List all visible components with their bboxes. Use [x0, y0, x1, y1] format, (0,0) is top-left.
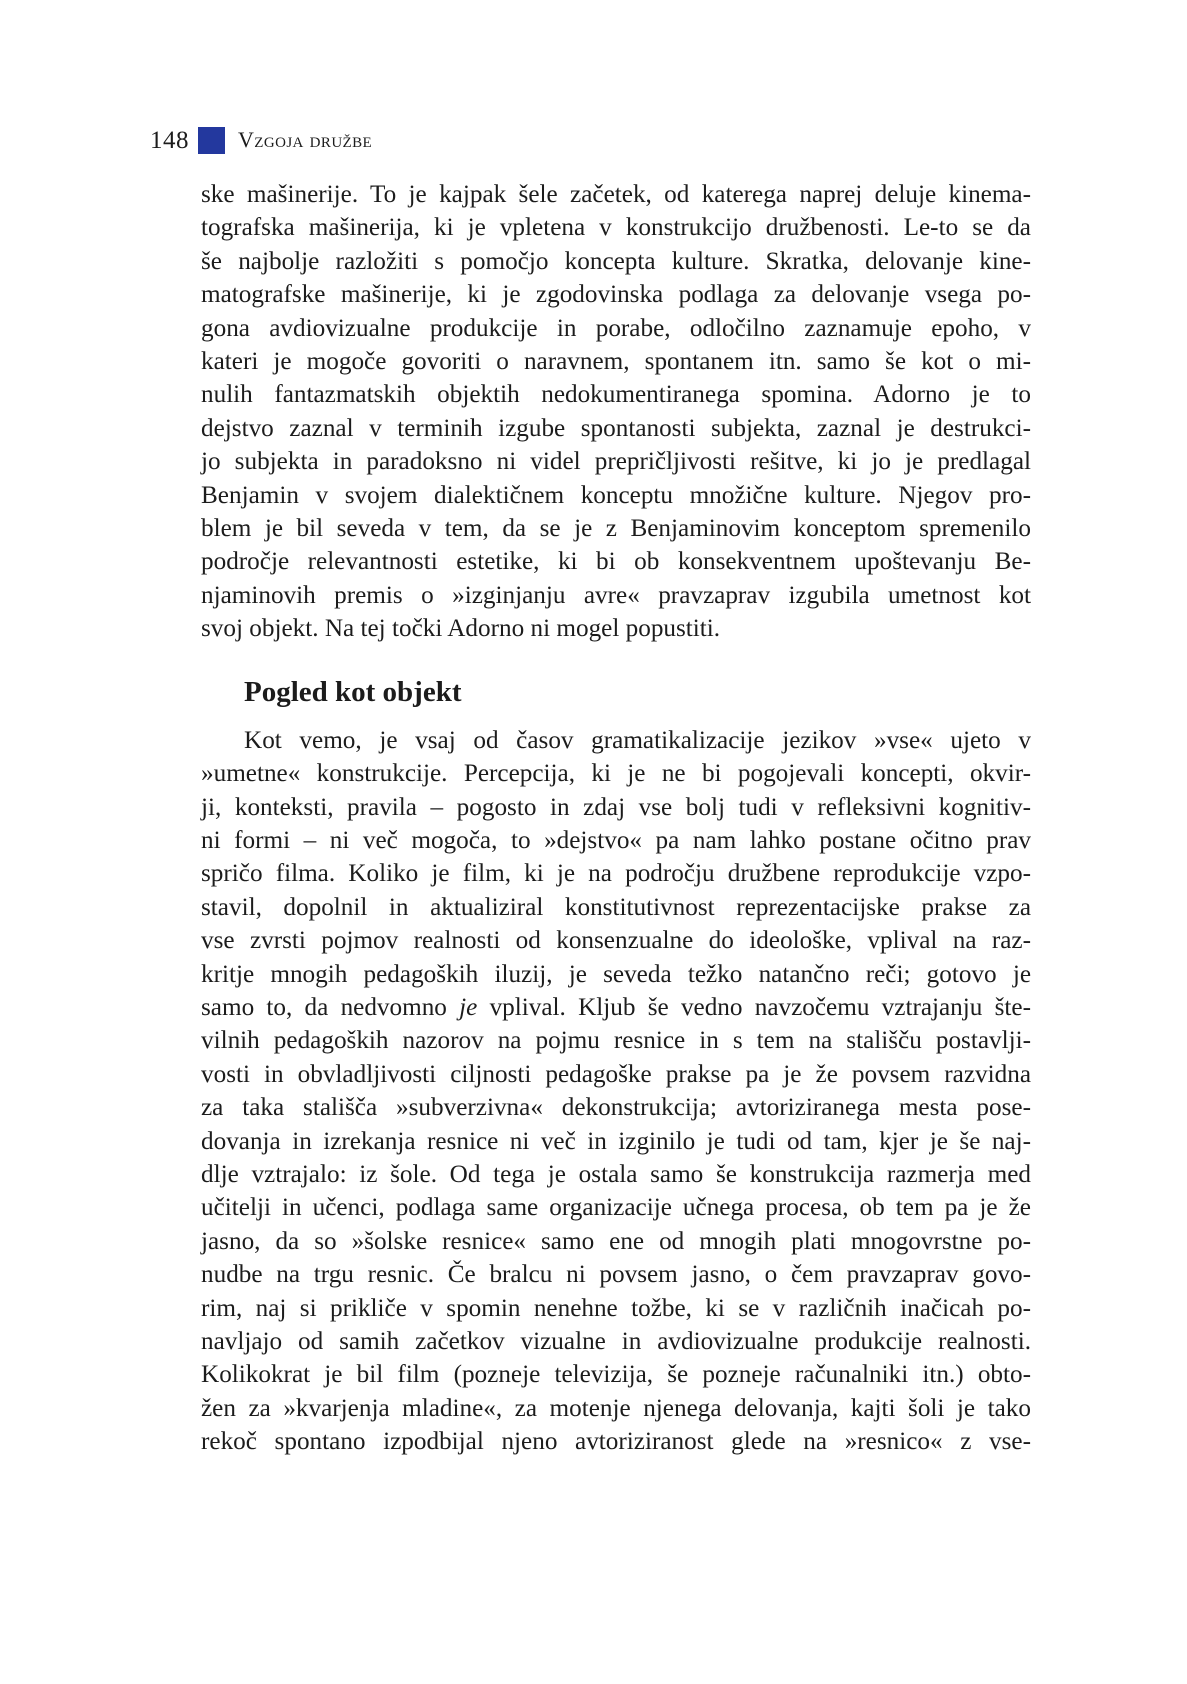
text-line: dlje vztrajalo: iz šole. Od tega je ostala samo še konstrukcija razmerja med: [201, 1160, 1031, 1188]
text-line: še najbolje razložiti s pomočjo koncepta kulture. Skratka, delovanje kine-: [201, 247, 1031, 275]
text-line: blem je bil seveda v tem, da se je z Benjaminovim konceptom spremenilo: [201, 515, 1031, 543]
text-line: dovanja in izrekanja resnice ni več in izginilo je tudi od tam, kjer je še naj-: [201, 1127, 1031, 1155]
text-line: nudbe na trgu resnic. Če bralcu ni povsem jasno, o čem pravzaprav govo-: [201, 1261, 1031, 1289]
text-line: njaminovih premis o »izginjanju avre« pravzaprav izgubila umetnost kot: [201, 581, 1031, 609]
text-line: ske mašinerije. To je kajpak šele začetek, od katerega naprej deluje kinema-: [201, 181, 1031, 208]
text-line-with-emphasis: [201, 991, 1031, 1024]
text-line: spričo filma. Koliko je film, ki je na področju družbene reprodukcije vzpo-: [201, 860, 1031, 888]
text-line: dejstvo zaznal v terminih izgube spontanosti subjekta, zaznal je destrukci-: [201, 414, 1031, 442]
text-line: učitelji in učenci, podlaga same organizacije učnega procesa, ob tem pa je že: [201, 1194, 1031, 1222]
text-line: vilnih pedagoških nazorov na pojmu resnice in s tem na stališču postavlji-: [201, 1027, 1031, 1055]
text-line: matografske mašinerije, ki je zgodovinska podlaga za delovanje vsega po-: [201, 281, 1031, 309]
body-text: [201, 178, 1031, 1459]
text-line: kateri je mogoče govoriti o naravnem, spontanem itn. samo še kot o mi-: [201, 348, 1031, 376]
text-run: samo to, da nedvomno: [201, 993, 460, 1021]
text-line: Benjamin v svojem dialektičnem konceptu množične kulture. Njegov pro-: [201, 481, 1031, 509]
text-line: rekoč spontano izpodbijal njeno avtoriziranost glede na »resnico« z vse-: [201, 1428, 1031, 1456]
text-line: gona avdiovizualne produkcije in porabe, odločilno zaznamuje epoho, v: [201, 314, 1031, 342]
section-heading: Pogled kot objekt: [244, 675, 462, 708]
text-line: »umetne« konstrukcije. Percepcija, ki je ne bi pogojevali koncepti, okvir-: [201, 760, 1031, 788]
text-line: ni formi – ni več mogoča, to »dejstvo« pa nam lahko postane očitno prav: [201, 826, 1031, 854]
text-line: jasno, da so »šolske resnice« samo ene od mnogih plati mnogovrstne po-: [201, 1227, 1031, 1255]
text-line: rim, naj si prikliče v spomin nenehne tožbe, ki se v različnih inačicah po-: [201, 1294, 1031, 1322]
text-line: vse zvrsti pojmov realnosti od konsenzualne do ideološke, vplival na raz-: [201, 927, 1031, 955]
emphasized-word: je: [459, 993, 478, 1021]
text-run: vplival. Kljub še vedno navzočemu vztrajanju šte-: [477, 993, 1031, 1021]
page-number: 148: [150, 126, 189, 154]
text-line: za taka stališča »subverzivna« dekonstrukcija; avtoriziranega mesta pose-: [201, 1094, 1031, 1122]
text-line: vosti in obvladljivosti ciljnosti pedagoške prakse pa je že povsem razvidna: [201, 1060, 1031, 1088]
text-line: kritje mnogih pedagoških iluzij, je seveda težko natančno reči; gotovo je: [201, 960, 1031, 988]
paragraph-2: [201, 724, 1031, 1459]
text-line: področje relevantnosti estetike, ki bi ob konsekventnem upoštevanju Be-: [201, 548, 1031, 576]
header-square-ornament: [198, 127, 225, 154]
text-line: svoj objekt. Na tej točki Adorno ni mogel popustiti.: [201, 615, 721, 643]
text-line: jo subjekta in paradoksno ni videl prepričljivosti rešitve, ki jo je predlagal: [201, 448, 1031, 476]
running-title: Vzgoja družbe: [238, 127, 373, 152]
text-line: žen za »kvarjenja mladine«, za motenje njenega delovanja, kajti šoli je tako: [201, 1394, 1031, 1422]
text-line: tografska mašinerija, ki je vpletena v konstrukcijo družbenosti. Le-to se da: [201, 214, 1031, 242]
running-head: [150, 125, 372, 155]
text-line: Kot vemo, je vsaj od časov gramatikalizacije jezikov »vse« ujeto v: [244, 726, 1031, 754]
paragraph-1: [201, 178, 1031, 646]
text-line: nulih fantazmatskih objektih nedokumentiranega spomina. Adorno je to: [201, 381, 1031, 409]
text-line: Kolikokrat je bil film (pozneje televizija, še pozneje računalniki itn.) obto-: [201, 1361, 1031, 1389]
text-line: ji, konteksti, pravila – pogosto in zdaj vse bolj tudi v refleksivni kognitiv-: [201, 793, 1031, 821]
text-line: navljajo od samih začetkov vizualne in avdiovizualne produkcije realnosti.: [201, 1328, 1031, 1355]
text-line: stavil, dopolnil in aktualiziral konstitutivnost reprezentacijske prakse za: [201, 893, 1031, 921]
